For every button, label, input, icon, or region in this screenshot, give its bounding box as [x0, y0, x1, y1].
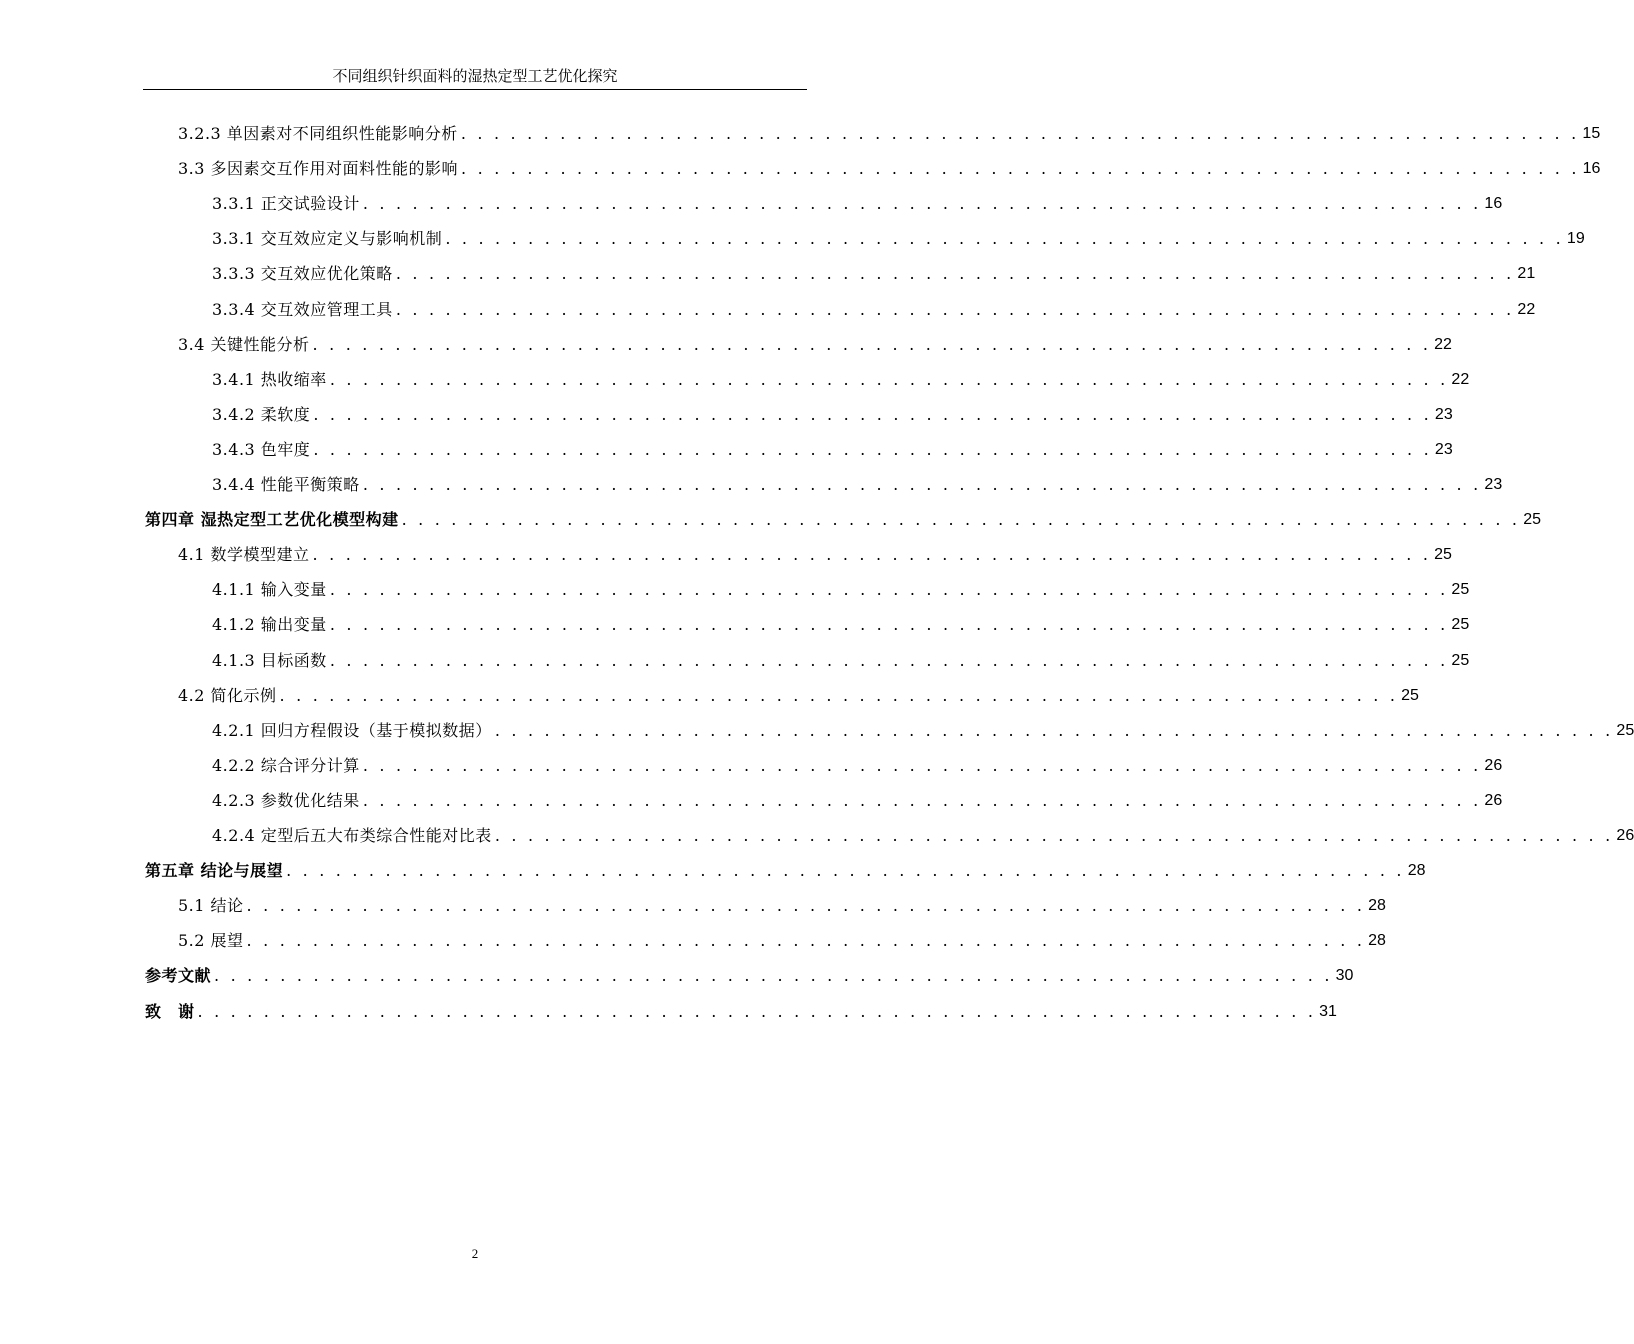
toc-entry-label: 3.3.1 正交试验设计 — [212, 194, 360, 214]
toc-entry-label: 第四章 湿热定型工艺优化模型构建 — [145, 510, 399, 530]
toc-dot-leader: . . . . . . . . . . . . . . . . . . . . . . . . . . . . . . . . . . . . . . . . . . . . . . . . . . . . . . . . . . . . . . . . . . . . — [362, 790, 1482, 810]
toc-entry[interactable] — [178, 894, 1386, 918]
toc-dot-leader: . . . . . . . . . . . . . . . . . . . . . . . . . . . . . . . . . . . . . . . . . . . . . . . . . . . . . . . . . . . . . . . . . . . . — [401, 510, 1521, 530]
toc-dot-leader: . . . . . . . . . . . . . . . . . . . . . . . . . . . . . . . . . . . . . . . . . . . . . . . . . . . . . . . . . . . . . . . . . . . . — [362, 194, 1482, 214]
toc-entry[interactable] — [178, 333, 1452, 357]
toc-entry-page: 16 — [1484, 195, 1503, 213]
toc-entry-label: 3.4 关键性能分析 — [178, 334, 310, 354]
toc-entry-page: 16 — [1582, 160, 1601, 178]
toc-dot-leader: . . . . . . . . . . . . . . . . . . . . . . . . . . . . . . . . . . . . . . . . . . . . . . . . . . . . . . . . . . . . . . . . . . . . — [312, 545, 1432, 565]
toc-entry[interactable] — [145, 508, 1541, 532]
toc-entry-label: 4.2.2 综合评分计算 — [212, 755, 360, 775]
toc-entry[interactable] — [212, 754, 1503, 778]
toc-dot-leader: . . . . . . . . . . . . . . . . . . . . . . . . . . . . . . . . . . . . . . . . . . . . . . . . . . . . . . . . . . . . . . . . . . . . — [286, 861, 1405, 881]
toc-entry[interactable] — [178, 157, 1601, 181]
toc-entry-label: 4.2.4 定型后五大布类综合性能对比表 — [212, 826, 492, 845]
toc-entry-label: 3.3.3 交互效应优化策略 — [212, 264, 393, 284]
toc-dot-leader: . . . . . . . . . . . . . . . . . . . . . . . . . . . . . . . . . . . . . . . . . . . . . . . . . . . . . . . . . . . . . . . . . . . . — [362, 475, 1482, 494]
toc-entry-page: 25 — [1523, 511, 1541, 529]
toc-entry-label: 3.2.3 单因素对不同组织性能影响分析 — [178, 124, 458, 143]
toc-entry-label: 参考文献 — [145, 966, 212, 986]
toc-entry-label: 3.4.3 色牢度 — [212, 439, 311, 459]
toc-dot-leader: . . . . . . . . . . . . . . . . . . . . . . . . . . . . . . . . . . . . . . . . . . . . . . . . . . . . . . . . . . . . . . . . . . . . — [460, 124, 1580, 143]
toc-entry-label: 3.4.4 性能平衡策略 — [212, 475, 360, 494]
toc-entry[interactable] — [178, 929, 1386, 953]
toc-dot-leader: . . . . . . . . . . . . . . . . . . . . . . . . . . . . . . . . . . . . . . . . . . . . . . . . . . . . . . . . . . . . . . . . . . . . — [461, 159, 1580, 179]
toc-entry-page: 31 — [1319, 1002, 1337, 1020]
toc-dot-leader: . . . . . . . . . . . . . . . . . . . . . . . . . . . . . . . . . . . . . . . . . . . . . . . . . . . . . . . . . . . . . . . . . . . . — [494, 720, 1614, 740]
toc-dot-leader: . . . . . . . . . . . . . . . . . . . . . . . . . . . . . . . . . . . . . . . . . . . . . . . . . . . . . . . . . . . . . . . . . . . . — [214, 966, 1333, 986]
toc-entry-page: 23 — [1484, 476, 1503, 493]
toc-entry[interactable] — [178, 684, 1419, 708]
toc-entry[interactable] — [212, 578, 1470, 602]
toc-entry-page: 22 — [1451, 370, 1470, 388]
toc-entry-page: 25 — [1451, 616, 1470, 634]
toc-entry-label: 4.2.1 回归方程假设（基于模拟数据） — [212, 720, 492, 740]
toc-entry-page: 25 — [1434, 546, 1452, 564]
toc-entry[interactable] — [212, 403, 1453, 427]
toc-entry-label: 3.3 多因素交互作用对面料性能的影响 — [178, 159, 459, 179]
toc-entry-label: 第五章 结论与展望 — [145, 861, 284, 881]
toc-dot-leader: . . . . . . . . . . . . . . . . . . . . . . . . . . . . . . . . . . . . . . . . . . . . . . . . . . . . . . . . . . . . . . . . . . . . — [313, 439, 1432, 459]
toc-entry-page: 26 — [1484, 756, 1503, 774]
toc-entry-page: 22 — [1434, 335, 1452, 353]
toc-entry[interactable] — [212, 438, 1453, 462]
toc-entry[interactable] — [212, 613, 1470, 637]
toc-dot-leader: . . . . . . . . . . . . . . . . . . . . . . . . . . . . . . . . . . . . . . . . . . . . . . . . . . . . . . . . . . . . . . . . . . . . — [329, 650, 1449, 670]
toc-entry-page: 26 — [1616, 827, 1634, 844]
toc-entry-page: 25 — [1616, 721, 1634, 739]
toc-entry-page: 23 — [1434, 440, 1453, 458]
toc-entry-page: 22 — [1517, 300, 1536, 318]
toc-entry-page: 30 — [1335, 967, 1354, 985]
toc-entry-page: 19 — [1566, 230, 1585, 248]
toc-entry[interactable] — [212, 227, 1585, 251]
header-rule — [143, 89, 807, 90]
toc-entry-page: 25 — [1401, 686, 1419, 704]
toc-dot-leader: . . . . . . . . . . . . . . . . . . . . . . . . . . . . . . . . . . . . . . . . . . . . . . . . . . . . . . . . . . . . . . . . . . . . — [197, 1001, 1317, 1021]
toc-entry-label: 4.1.3 目标函数 — [212, 650, 327, 670]
toc-dot-leader: . . . . . . . . . . . . . . . . . . . . . . . . . . . . . . . . . . . . . . . . . . . . . . . . . . . . . . . . . . . . . . . . . . . . — [445, 229, 1564, 249]
toc-dot-leader: . . . . . . . . . . . . . . . . . . . . . . . . . . . . . . . . . . . . . . . . . . . . . . . . . . . . . . . . . . . . . . . . . . . . — [246, 931, 1366, 951]
toc-entry-label: 3.3.4 交互效应管理工具 — [212, 299, 393, 319]
toc-dot-leader: . . . . . . . . . . . . . . . . . . . . . . . . . . . . . . . . . . . . . . . . . . . . . . . . . . . . . . . . . . . . . . . . . . . . — [494, 826, 1614, 845]
toc-entry-label: 致 谢 — [145, 1001, 195, 1021]
toc-entry[interactable] — [145, 1000, 1337, 1024]
toc-dot-leader: . . . . . . . . . . . . . . . . . . . . . . . . . . . . . . . . . . . . . . . . . . . . . . . . . . . . . . . . . . . . . . . . . . . . — [313, 404, 1432, 424]
toc-entry-label: 3.3.1 交互效应定义与影响机制 — [212, 229, 443, 249]
toc-entry-page: 28 — [1368, 897, 1386, 915]
toc-dot-leader: . . . . . . . . . . . . . . . . . . . . . . . . . . . . . . . . . . . . . . . . . . . . . . . . . . . . . . . . . . . . . . . . . . . . — [246, 896, 1366, 916]
toc-entry-page: 26 — [1484, 791, 1503, 809]
toc-entry-label: 4.1.2 输出变量 — [212, 615, 327, 635]
toc-entry-page: 25 — [1451, 651, 1470, 669]
toc-entry-label: 3.4.1 热收缩率 — [212, 369, 327, 389]
toc-entry-page: 15 — [1582, 125, 1601, 142]
toc-entry-label: 4.1.1 输入变量 — [212, 580, 327, 600]
toc-entry-label: 4.1 数学模型建立 — [178, 545, 310, 565]
toc-dot-leader: . . . . . . . . . . . . . . . . . . . . . . . . . . . . . . . . . . . . . . . . . . . . . . . . . . . . . . . . . . . . . . . . . . . . — [329, 615, 1449, 635]
toc-dot-leader: . . . . . . . . . . . . . . . . . . . . . . . . . . . . . . . . . . . . . . . . . . . . . . . . . . . . . . . . . . . . . . . . . . . . — [395, 299, 1515, 319]
toc-entry[interactable] — [212, 719, 1634, 743]
toc-entry-page: 21 — [1517, 265, 1536, 283]
toc-dot-leader: . . . . . . . . . . . . . . . . . . . . . . . . . . . . . . . . . . . . . . . . . . . . . . . . . . . . . . . . . . . . . . . . . . . . — [395, 264, 1515, 284]
toc-entry-label: 4.2.3 参数优化结果 — [212, 790, 360, 810]
toc-dot-leader: . . . . . . . . . . . . . . . . . . . . . . . . . . . . . . . . . . . . . . . . . . . . . . . . . . . . . . . . . . . . . . . . . . . . — [279, 685, 1399, 705]
toc-entry-label: 4.2 简化示例 — [178, 685, 277, 705]
toc-entry[interactable] — [145, 964, 1354, 988]
toc-entry[interactable] — [212, 262, 1536, 286]
toc-dot-leader: . . . . . . . . . . . . . . . . . . . . . . . . . . . . . . . . . . . . . . . . . . . . . . . . . . . . . . . . . . . . . . . . . . . . — [329, 580, 1449, 600]
toc-entry-page: 23 — [1434, 405, 1453, 423]
toc-entry-page: 28 — [1407, 862, 1426, 880]
toc-entry[interactable] — [212, 473, 1503, 497]
toc-entry[interactable] — [178, 122, 1601, 146]
toc-entry-label: 5.1 结论 — [178, 896, 244, 916]
toc-entry[interactable] — [178, 543, 1452, 567]
toc-entry[interactable] — [212, 789, 1503, 813]
toc-entry[interactable] — [212, 824, 1634, 848]
toc-entry-page: 28 — [1368, 932, 1386, 950]
toc-entry-page: 25 — [1451, 581, 1470, 599]
toc-entry[interactable] — [145, 859, 1426, 883]
toc-entry[interactable] — [212, 368, 1470, 392]
toc-entry-label: 3.4.2 柔软度 — [212, 404, 311, 424]
toc-dot-leader: . . . . . . . . . . . . . . . . . . . . . . . . . . . . . . . . . . . . . . . . . . . . . . . . . . . . . . . . . . . . . . . . . . . . — [329, 369, 1449, 389]
toc-entry[interactable] — [212, 298, 1536, 322]
page-header-title: 不同组织针织面料的湿热定型工艺优化探究 — [332, 67, 618, 85]
toc-entry[interactable] — [212, 649, 1470, 673]
toc-dot-leader: . . . . . . . . . . . . . . . . . . . . . . . . . . . . . . . . . . . . . . . . . . . . . . . . . . . . . . . . . . . . . . . . . . . . — [362, 755, 1482, 775]
page-number: 2 — [471, 1246, 479, 1261]
toc-entry-label: 5.2 展望 — [178, 931, 244, 951]
toc-entry[interactable] — [212, 192, 1503, 216]
toc-dot-leader: . . . . . . . . . . . . . . . . . . . . . . . . . . . . . . . . . . . . . . . . . . . . . . . . . . . . . . . . . . . . . . . . . . . . — [312, 334, 1432, 354]
